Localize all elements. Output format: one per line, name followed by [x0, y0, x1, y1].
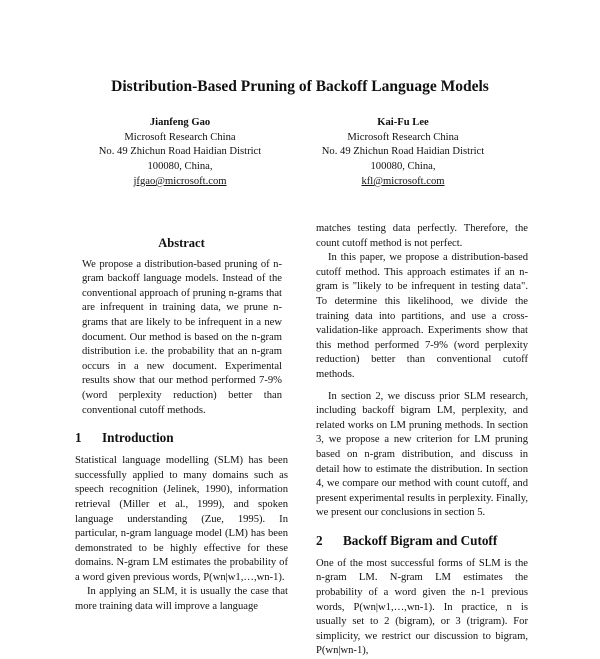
paper-title: Distribution-Based Pruning of Backoff Language Models [111, 78, 489, 95]
author-name: Jianfeng Gao [149, 117, 211, 128]
right-column [316, 222, 528, 659]
author-postal: 100080, China, [147, 161, 213, 173]
paragraph-gap [316, 383, 528, 390]
author-affiliation: Microsoft Research China [124, 131, 236, 143]
body-paragraph: In this paper, we propose a distribution-based cutoff method. This approach estimates if an n-gram is "likely to be infrequent in testing data". To determine this likelihood, we divide the training data into partitions, and use a cross-validation-like approach. Experiments show that this method performed 7-9% (word perplexity reduction) better than conventional cutoff methods. [316, 252, 528, 380]
body-paragraph: matches testing data perfectly. Therefore, the count cutoff method is not perfect. [316, 223, 528, 249]
author-name: Kai-Fu Lee [377, 117, 429, 128]
author-email-link[interactable]: kfl@microsoft.com [361, 175, 445, 187]
section-number: 2 [316, 532, 323, 548]
introduction-paragraph: Statistical language modelling (SLM) has been successfully applied to many domains such as speech recognition (Jelinek, 1990), information retrieval (Miller et al., 1999), and spoken language understanding (Zue, 1995). In particular, n-gram language model (LM) has been demonstrated to be highly effective for these domains. N-gram LM estimates the probability of a word given previous words, P(wn|w1,…,wn-1). [75, 455, 288, 583]
left-column [75, 236, 288, 615]
abstract-text: We propose a distribution-based pruning of n-gram backoff language models. Instead of the conventional approach of pruning n-grams that are infrequent in training data, we prune n-grams that are likely to be infrequent in a new document. Our method is based on the n-gram distribution i.e. the probability that an n-gram occurs in a new document. Experimental results show that our method performed 7-9% (word perplexity reduction) better than conventional cutoff methods. [82, 258, 282, 416]
section-heading-backoff [316, 533, 528, 549]
section-number: 1 [75, 430, 82, 446]
introduction-paragraph: In applying an SLM, it is usually the case that more training data will improve a language [75, 586, 288, 613]
section-2-paragraph: One of the most successful forms of SLM is the n-gram LM. N-gram LM estimates the probability of a word given the n-1 previous words, P(wn|w1,…,wn-1). In practice, n is usually set to 2 (bigram), or 3 (trigram). For simplicity, we restrict our discussion to bigram, P(wn|wn-1), [316, 557, 528, 657]
author-block-2 [283, 116, 523, 190]
author-address: No. 49 Zhichun Road Haidian District [98, 146, 262, 158]
section-title: Introduction [102, 430, 174, 446]
author-postal: 100080, China, [370, 161, 436, 173]
author-email-link[interactable]: jfgao@microsoft.com [133, 175, 227, 187]
section-title: Backoff Bigram and Cutoff [343, 532, 498, 548]
abstract-heading: Abstract [158, 236, 205, 250]
body-paragraph: In section 2, we discuss prior SLM research, including backoff bigram LM, perplexity, and related works on LM pruning methods. In section 3, we propose a new criterion for LM pruning based on n-gram distribution, and discuss in detail how to estimate the distribution. In section 4, we compare our method with count cutoff, and present experimental results in perplexity. Finally, we present our conclusions in section 5. [316, 390, 528, 519]
author-block-1 [60, 116, 300, 190]
section-heading-introduction [75, 430, 288, 446]
author-address: No. 49 Zhichun Road Haidian District [321, 146, 485, 158]
author-affiliation: Microsoft Research China [347, 131, 459, 143]
